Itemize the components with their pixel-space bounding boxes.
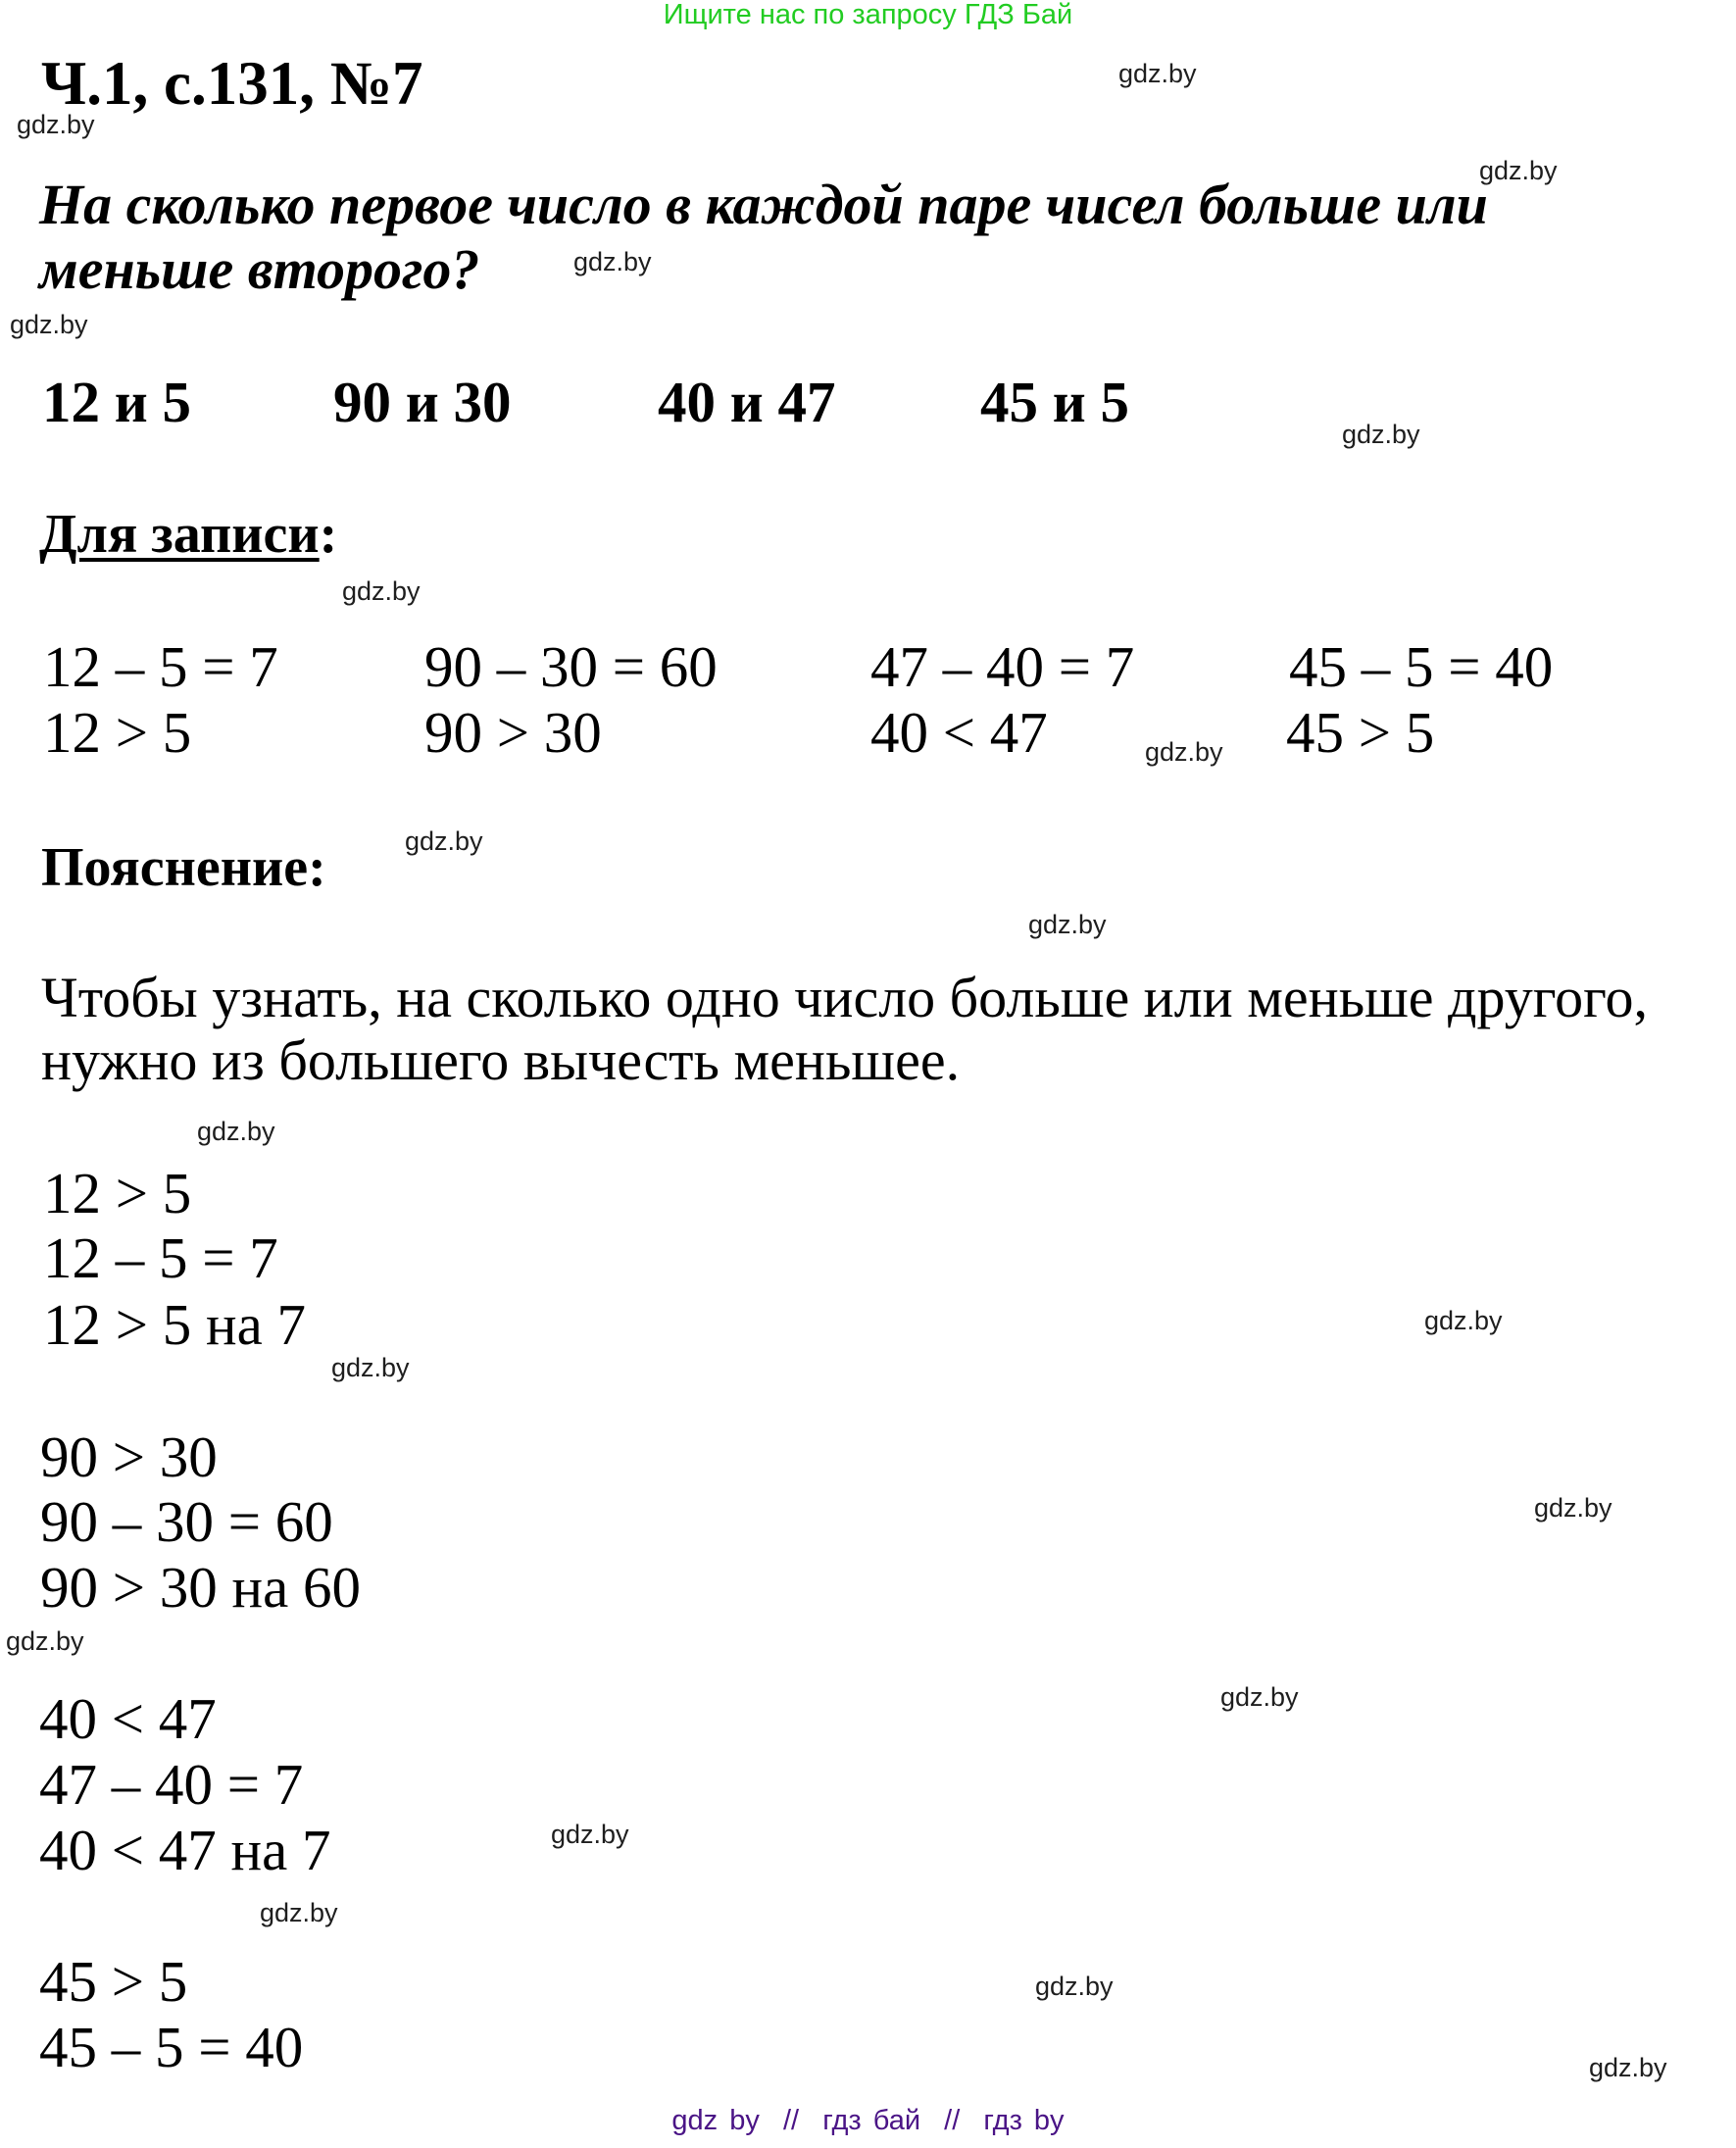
watermark: gdz.by <box>17 110 95 139</box>
watermark: gdz.by <box>1589 2053 1667 2082</box>
watermark: gdz.by <box>573 247 652 276</box>
record-difference-3: 47 – 40 = 7 <box>870 634 1135 699</box>
record-heading-colon: : <box>319 504 338 565</box>
watermark: gdz.by <box>260 1898 338 1927</box>
watermark: gdz.by <box>1534 1493 1612 1523</box>
watermark: gdz.by <box>1424 1306 1503 1335</box>
pair-1: 12 и 5 <box>42 370 191 434</box>
question-line-2: меньше второго? <box>39 237 480 301</box>
block-1-result: 12 > 5 на 7 <box>43 1292 307 1357</box>
block-2-result: 90 > 30 на 60 <box>40 1555 362 1620</box>
watermark: gdz.by <box>1342 420 1420 449</box>
explanation-heading: Пояснение: <box>41 837 326 898</box>
watermark: gdz.by <box>6 1626 84 1656</box>
watermark: gdz.by <box>1118 59 1197 88</box>
watermark: gdz.by <box>1035 1972 1114 2001</box>
watermark: gdz.by <box>10 310 88 339</box>
pair-2: 90 и 30 <box>333 370 512 434</box>
question-line-1: На сколько первое число в каждой паре чисел больше или <box>39 173 1488 236</box>
block-3-compare: 40 < 47 <box>39 1686 217 1751</box>
block-3-subtract: 47 – 40 = 7 <box>39 1752 304 1817</box>
footer-links[interactable]: gdz by // гдз бай // гдз by <box>671 2105 1065 2136</box>
block-2-subtract: 90 – 30 = 60 <box>40 1489 333 1554</box>
record-difference-1: 12 – 5 = 7 <box>43 634 278 699</box>
record-heading-text: Для записи <box>39 504 320 565</box>
watermark: gdz.by <box>405 826 483 856</box>
record-difference-2: 90 – 30 = 60 <box>424 634 718 699</box>
record-comparison-4: 45 > 5 <box>1286 700 1435 765</box>
block-1-subtract: 12 – 5 = 7 <box>43 1225 278 1290</box>
watermark: gdz.by <box>1028 910 1107 939</box>
watermark: gdz.by <box>551 1820 629 1849</box>
record-comparison-3: 40 < 47 <box>870 700 1048 765</box>
explanation-text-line-2: нужно из большего вычесть меньшее. <box>41 1028 961 1092</box>
watermark: gdz.by <box>1145 737 1223 767</box>
watermark: gdz.by <box>342 576 421 606</box>
watermark: gdz.by <box>331 1353 410 1382</box>
record-heading <box>39 504 338 565</box>
watermark: gdz.by <box>1220 1682 1299 1712</box>
block-4-subtract: 45 – 5 = 40 <box>39 2015 304 2079</box>
record-comparison-2: 90 > 30 <box>424 700 602 765</box>
record-comparison-1: 12 > 5 <box>43 700 192 765</box>
block-4-compare: 45 > 5 <box>39 1949 188 2014</box>
search-banner[interactable]: Ищите нас по запросу ГДЗ Бай <box>663 0 1073 30</box>
block-2-compare: 90 > 30 <box>40 1424 218 1489</box>
record-difference-4: 45 – 5 = 40 <box>1289 634 1554 699</box>
block-1-compare: 12 > 5 <box>43 1161 192 1225</box>
pair-4: 45 и 5 <box>980 370 1129 434</box>
watermark: gdz.by <box>1479 156 1558 185</box>
pair-3: 40 и 47 <box>658 370 836 434</box>
page-title: Ч.1, с.131, №7 <box>41 49 423 118</box>
explanation-text-line-1: Чтобы узнать, на сколько одно число больше или меньше другого, <box>41 966 1648 1029</box>
block-3-result: 40 < 47 на 7 <box>39 1818 331 1882</box>
watermark: gdz.by <box>197 1117 275 1146</box>
